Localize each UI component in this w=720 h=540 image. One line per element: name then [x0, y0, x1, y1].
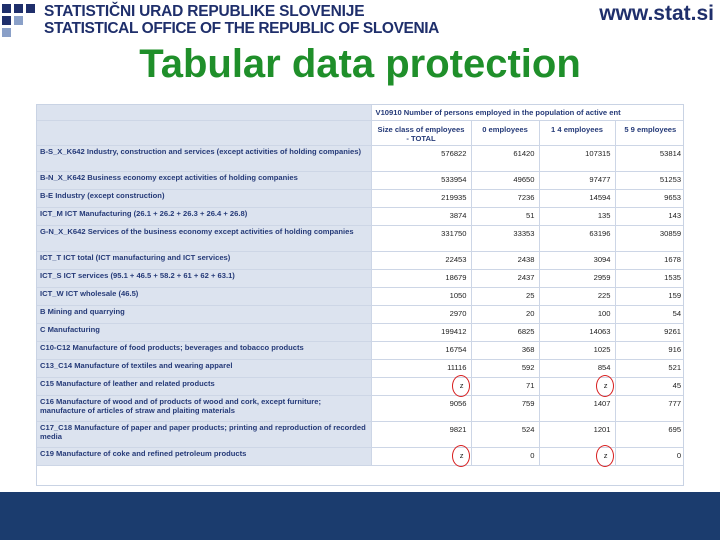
column-header-1-4-employees: 1 4 employees	[539, 121, 615, 146]
row-label: B-N_X_K642 Business economy except activities of holding companies	[37, 172, 371, 190]
table-cell	[471, 342, 539, 360]
cell-value: 3874	[449, 211, 467, 221]
cell-value: 3094	[593, 255, 611, 265]
table-cell	[615, 396, 684, 422]
table-cell	[615, 324, 684, 342]
table-cell	[615, 190, 684, 208]
confidential-value-marker: z	[601, 451, 611, 460]
column-header-5-9-employees: 5 9 employees	[615, 121, 684, 146]
footer-bar	[0, 492, 720, 540]
cell-value: 6825	[517, 327, 535, 337]
table-cell	[371, 342, 471, 360]
cell-value: 695	[668, 425, 682, 435]
table-cell	[471, 422, 539, 448]
cell-value: 2970	[449, 309, 467, 319]
table-row	[37, 226, 684, 252]
cell-value: 9821	[449, 425, 467, 435]
table-cell	[371, 226, 471, 252]
cell-value: 107315	[585, 149, 611, 159]
table-cell	[539, 146, 615, 172]
table-row	[37, 360, 684, 378]
cell-value: 0	[530, 451, 535, 461]
cell-value: 33353	[513, 229, 535, 239]
table-cell	[615, 288, 684, 306]
cell-value: 9653	[664, 193, 682, 203]
cell-value: 1535	[664, 273, 682, 283]
table-row	[37, 288, 684, 306]
row-label: ICT_S ICT services (95.1 + 46.5 + 58.2 + 61 + 62 + 63.1)	[37, 270, 371, 288]
table-cell	[371, 146, 471, 172]
row-label: B-E Industry (except construction)	[37, 190, 371, 208]
table-cell	[539, 306, 615, 324]
cell-value: 521	[668, 363, 682, 373]
sors-logo-icon	[0, 0, 40, 40]
cell-value: 2959	[593, 273, 611, 283]
table-cell	[371, 270, 471, 288]
cell-value: 14594	[589, 193, 611, 203]
confidential-value-marker: z	[457, 381, 467, 390]
cell-value: 22453	[445, 255, 467, 265]
table-cell	[615, 342, 684, 360]
table-row	[37, 378, 684, 396]
table-cell	[615, 146, 684, 172]
cell-value: 49650	[513, 175, 535, 185]
row-label: C19 Manufacture of coke and refined petroleum products	[37, 448, 371, 466]
table-cell	[471, 378, 539, 396]
cell-value: 2438	[517, 255, 535, 265]
column-header-total: Size class of employees - TOTAL	[371, 121, 471, 146]
row-label: C15 Manufacture of leather and related products	[37, 378, 371, 396]
table-cell	[371, 306, 471, 324]
table-cell	[539, 422, 615, 448]
cell-value: 759	[521, 399, 535, 409]
cell-value: 159	[668, 291, 682, 301]
cell-value: 576822	[441, 149, 467, 159]
table-row	[37, 190, 684, 208]
row-label: C Manufacturing	[37, 324, 371, 342]
cell-value: 54	[672, 309, 682, 319]
cell-value: 63196	[589, 229, 611, 239]
table-cell	[539, 448, 615, 466]
corner-cell	[37, 105, 371, 121]
cell-value: 9261	[664, 327, 682, 337]
table-cell	[539, 342, 615, 360]
table-cell	[615, 226, 684, 252]
table-cell	[615, 252, 684, 270]
table-cell	[371, 360, 471, 378]
table-row	[37, 306, 684, 324]
table-title: V10910 Number of persons employed in the population of active ent	[371, 105, 684, 121]
table-row	[37, 252, 684, 270]
org-name-english: STATISTICAL OFFICE OF THE REPUBLIC OF SLOVENIA	[44, 20, 439, 37]
table-row	[37, 422, 684, 448]
table-cell	[471, 146, 539, 172]
cell-value: 331750	[441, 229, 467, 239]
cell-value: 53814	[659, 149, 682, 159]
cell-value: 0	[676, 451, 682, 461]
cell-value: 45	[672, 381, 682, 391]
table-cell	[615, 208, 684, 226]
table-cell	[471, 252, 539, 270]
cell-value: 916	[668, 345, 682, 355]
table-cell	[615, 270, 684, 288]
website-url: www.stat.si	[599, 2, 714, 25]
cell-value: 2437	[517, 273, 535, 283]
table-cell	[371, 172, 471, 190]
table-cell	[539, 324, 615, 342]
table-cell	[371, 190, 471, 208]
row-label: C17_C18 Manufacture of paper and paper products; printing and reproduction of recorded media	[37, 422, 371, 448]
table-cell	[615, 422, 684, 448]
cell-value: 1407	[593, 399, 611, 409]
table-cell	[539, 208, 615, 226]
row-label: ICT_W ICT wholesale (46.5)	[37, 288, 371, 306]
table-cell	[371, 208, 471, 226]
cell-value: 100	[597, 309, 611, 319]
confidential-value-marker: z	[601, 381, 611, 390]
table-row	[37, 342, 684, 360]
table-cell	[615, 378, 684, 396]
cell-value: 1201	[593, 425, 611, 435]
table-cell	[371, 324, 471, 342]
cell-value: 97477	[589, 175, 611, 185]
table-cell	[539, 270, 615, 288]
org-name-slovenian: STATISTIČNI URAD REPUBLIKE SLOVENIJE	[44, 3, 365, 20]
table-row	[37, 324, 684, 342]
table-row	[37, 448, 684, 466]
table-row	[37, 146, 684, 172]
table-row	[37, 396, 684, 422]
table-cell	[471, 288, 539, 306]
table-cell	[471, 396, 539, 422]
table-cell	[471, 172, 539, 190]
table-cell	[539, 226, 615, 252]
table-cell	[471, 226, 539, 252]
cell-value: 854	[597, 363, 611, 373]
table-cell	[615, 172, 684, 190]
cell-value: 18679	[445, 273, 467, 283]
table-cell	[539, 396, 615, 422]
cell-value: 135	[597, 211, 611, 221]
cell-value: 51	[526, 211, 535, 221]
table-cell	[539, 288, 615, 306]
cell-value: 7236	[517, 193, 535, 203]
corner-cell	[37, 121, 371, 146]
table-cell	[615, 448, 684, 466]
cell-value: 1025	[593, 345, 611, 355]
data-table-screenshot	[36, 104, 684, 486]
table-row	[37, 208, 684, 226]
table-cell	[539, 378, 615, 396]
row-label: C13_C14 Manufacture of textiles and wearing apparel	[37, 360, 371, 378]
cell-value: 9056	[449, 399, 467, 409]
table-cell	[371, 288, 471, 306]
cell-value: 61420	[513, 149, 535, 159]
row-label: ICT_T ICT total (ICT manufacturing and ICT services)	[37, 252, 371, 270]
table-row	[37, 270, 684, 288]
table-cell	[371, 396, 471, 422]
table-cell	[471, 448, 539, 466]
table-cell	[371, 378, 471, 396]
cell-value: 1678	[664, 255, 682, 265]
table-row	[37, 172, 684, 190]
cell-value: 71	[526, 381, 535, 391]
row-label: C16 Manufacture of wood and of products of wood and cork, except furniture; manufacture of articles of straw and plaiting materials	[37, 396, 371, 422]
table-cell	[371, 448, 471, 466]
table-cell	[471, 360, 539, 378]
cell-value: 219935	[441, 193, 467, 203]
cell-value: 25	[526, 291, 535, 301]
employment-table	[37, 105, 684, 466]
cell-value: 368	[521, 345, 535, 355]
table-cell	[371, 422, 471, 448]
row-label: C10-C12 Manufacture of food products; beverages and tobacco products	[37, 342, 371, 360]
table-cell	[539, 252, 615, 270]
slide-title: Tabular data protection	[139, 42, 581, 86]
table-cell	[371, 252, 471, 270]
table-cell	[539, 172, 615, 190]
cell-value: 51253	[659, 175, 682, 185]
table-cell	[471, 190, 539, 208]
confidential-value-marker: z	[457, 451, 467, 460]
cell-value: 143	[668, 211, 682, 221]
cell-value: 225	[597, 291, 611, 301]
row-label: ICT_M ICT Manufacturing (26.1 + 26.2 + 26.3 + 26.4 + 26.8)	[37, 208, 371, 226]
row-label: B Mining and quarrying	[37, 306, 371, 324]
cell-value: 199412	[441, 327, 467, 337]
cell-value: 20	[526, 309, 535, 319]
table-cell	[615, 306, 684, 324]
cell-value: 533954	[441, 175, 467, 185]
table-cell	[471, 324, 539, 342]
table-cell	[539, 190, 615, 208]
cell-value: 777	[668, 399, 682, 409]
table-cell	[471, 208, 539, 226]
cell-value: 14063	[589, 327, 611, 337]
table-cell	[471, 306, 539, 324]
row-label: G-N_X_K642 Services of the business economy except activities of holding companies	[37, 226, 371, 252]
cell-value: 524	[521, 425, 535, 435]
cell-value: 592	[521, 363, 535, 373]
cell-value: 11116	[447, 363, 467, 373]
table-cell	[615, 360, 684, 378]
cell-value: 1050	[449, 291, 467, 301]
cell-value: 30859	[659, 229, 682, 239]
table-cell	[471, 270, 539, 288]
row-label: B-S_X_K642 Industry, construction and services (except activities of holding companies)	[37, 146, 371, 172]
cell-value: 16754	[445, 345, 467, 355]
column-header-0-employees: 0 employees	[471, 121, 539, 146]
